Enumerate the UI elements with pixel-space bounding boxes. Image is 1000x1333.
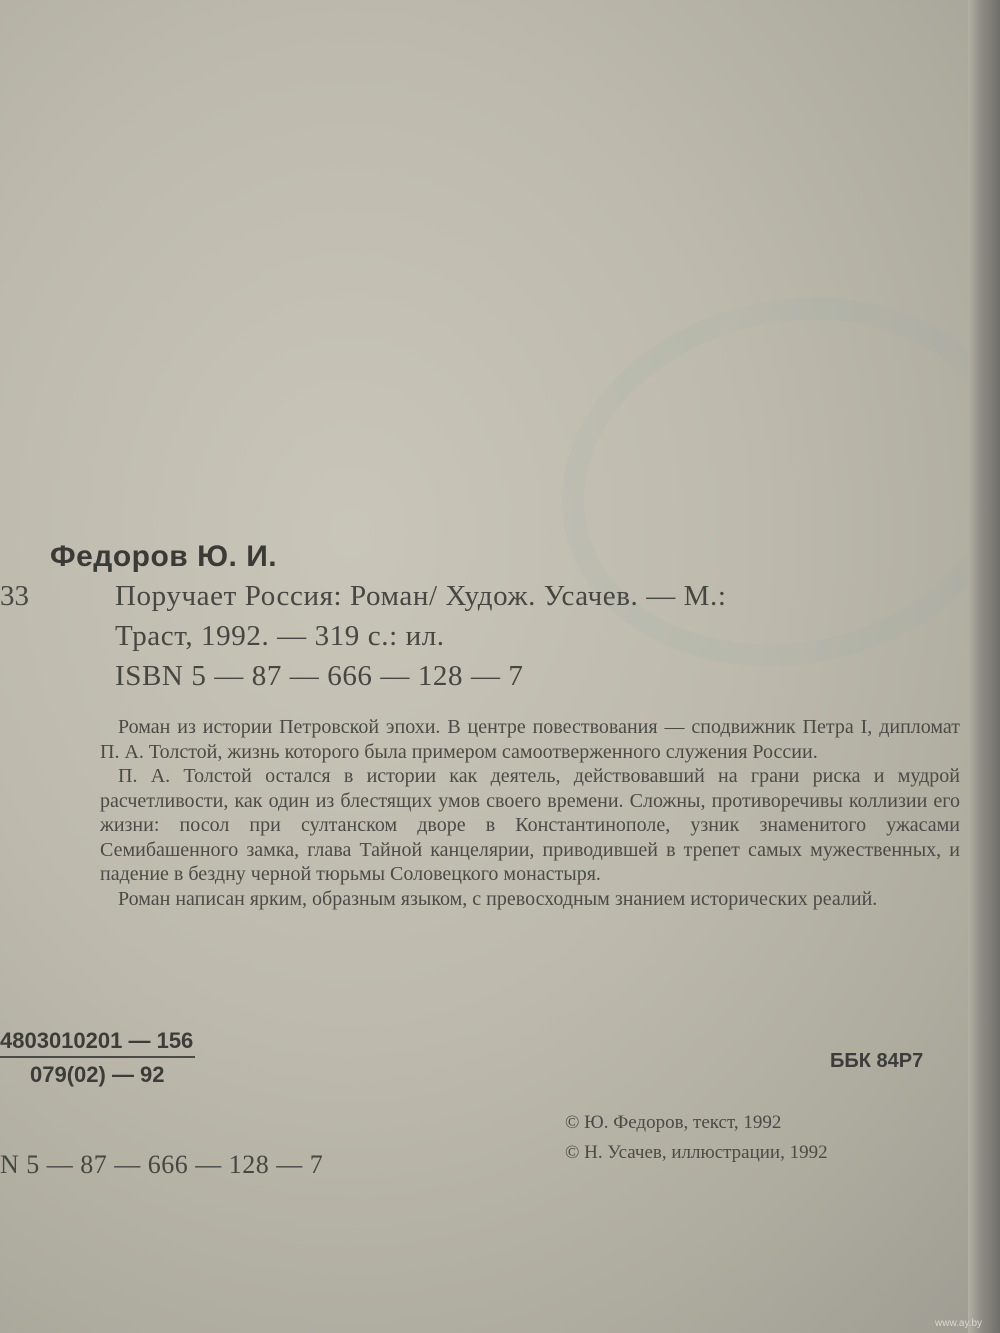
site-watermark: www.ay.by	[935, 1318, 983, 1329]
annotation-text	[100, 715, 960, 911]
annotation-paragraph: Роман из истории Петровской эпохи. В центре повествования — сподвижник Петра I, дипломат П. А. Толстой, жизнь которого была примером самоотверженного служения России.	[100, 716, 960, 763]
isbn-bottom-partial: N 5 — 87 — 666 — 128 — 7	[0, 1150, 324, 1179]
annotation-paragraph: Роман написан ярким, образным языком, с превосходным знанием исторических реалий.	[118, 887, 878, 910]
code-numerator: 4803010201 — 156	[0, 1028, 195, 1058]
author-heading: Федоров Ю. И.	[50, 540, 278, 573]
annotation-paragraph: П. А. Толстой остался в истории как деятель, действовавший на грани риска и мудрой расчетливости, как один из блестящих умов своего времени. Сложны, противоречивы коллизии его жизни: посол при султанском дворе в Константинополе, узник знаменитого ужасами Семибашенного замка, глава Тайной канцелярии, приводившей в трепет самых мужественных, и падение в бездну черной тюрьмы Соловецкого монастыря.	[100, 765, 960, 885]
copyright-text: © Ю. Федоров, текст, 1992	[565, 1112, 782, 1133]
copyright-illustrations: © Н. Усачев, иллюстрации, 1992	[565, 1142, 828, 1163]
book-title-line: Поручает Россия: Роман/ Худож. Усачев. — М.:	[115, 580, 727, 612]
udk-code-partial: 33	[0, 580, 29, 612]
classification-code	[0, 1028, 195, 1088]
bbk-index: ББК 84Р7	[830, 1050, 924, 1072]
page-edge-shadow	[968, 0, 1000, 1333]
publisher-line: Траст, 1992. — 319 с.: ил.	[115, 620, 445, 652]
isbn-line: ISBN 5 — 87 — 666 — 128 — 7	[115, 660, 524, 692]
code-denominator: 079(02) — 92	[30, 1062, 165, 1087]
faded-illustration-shape	[527, 256, 1000, 709]
